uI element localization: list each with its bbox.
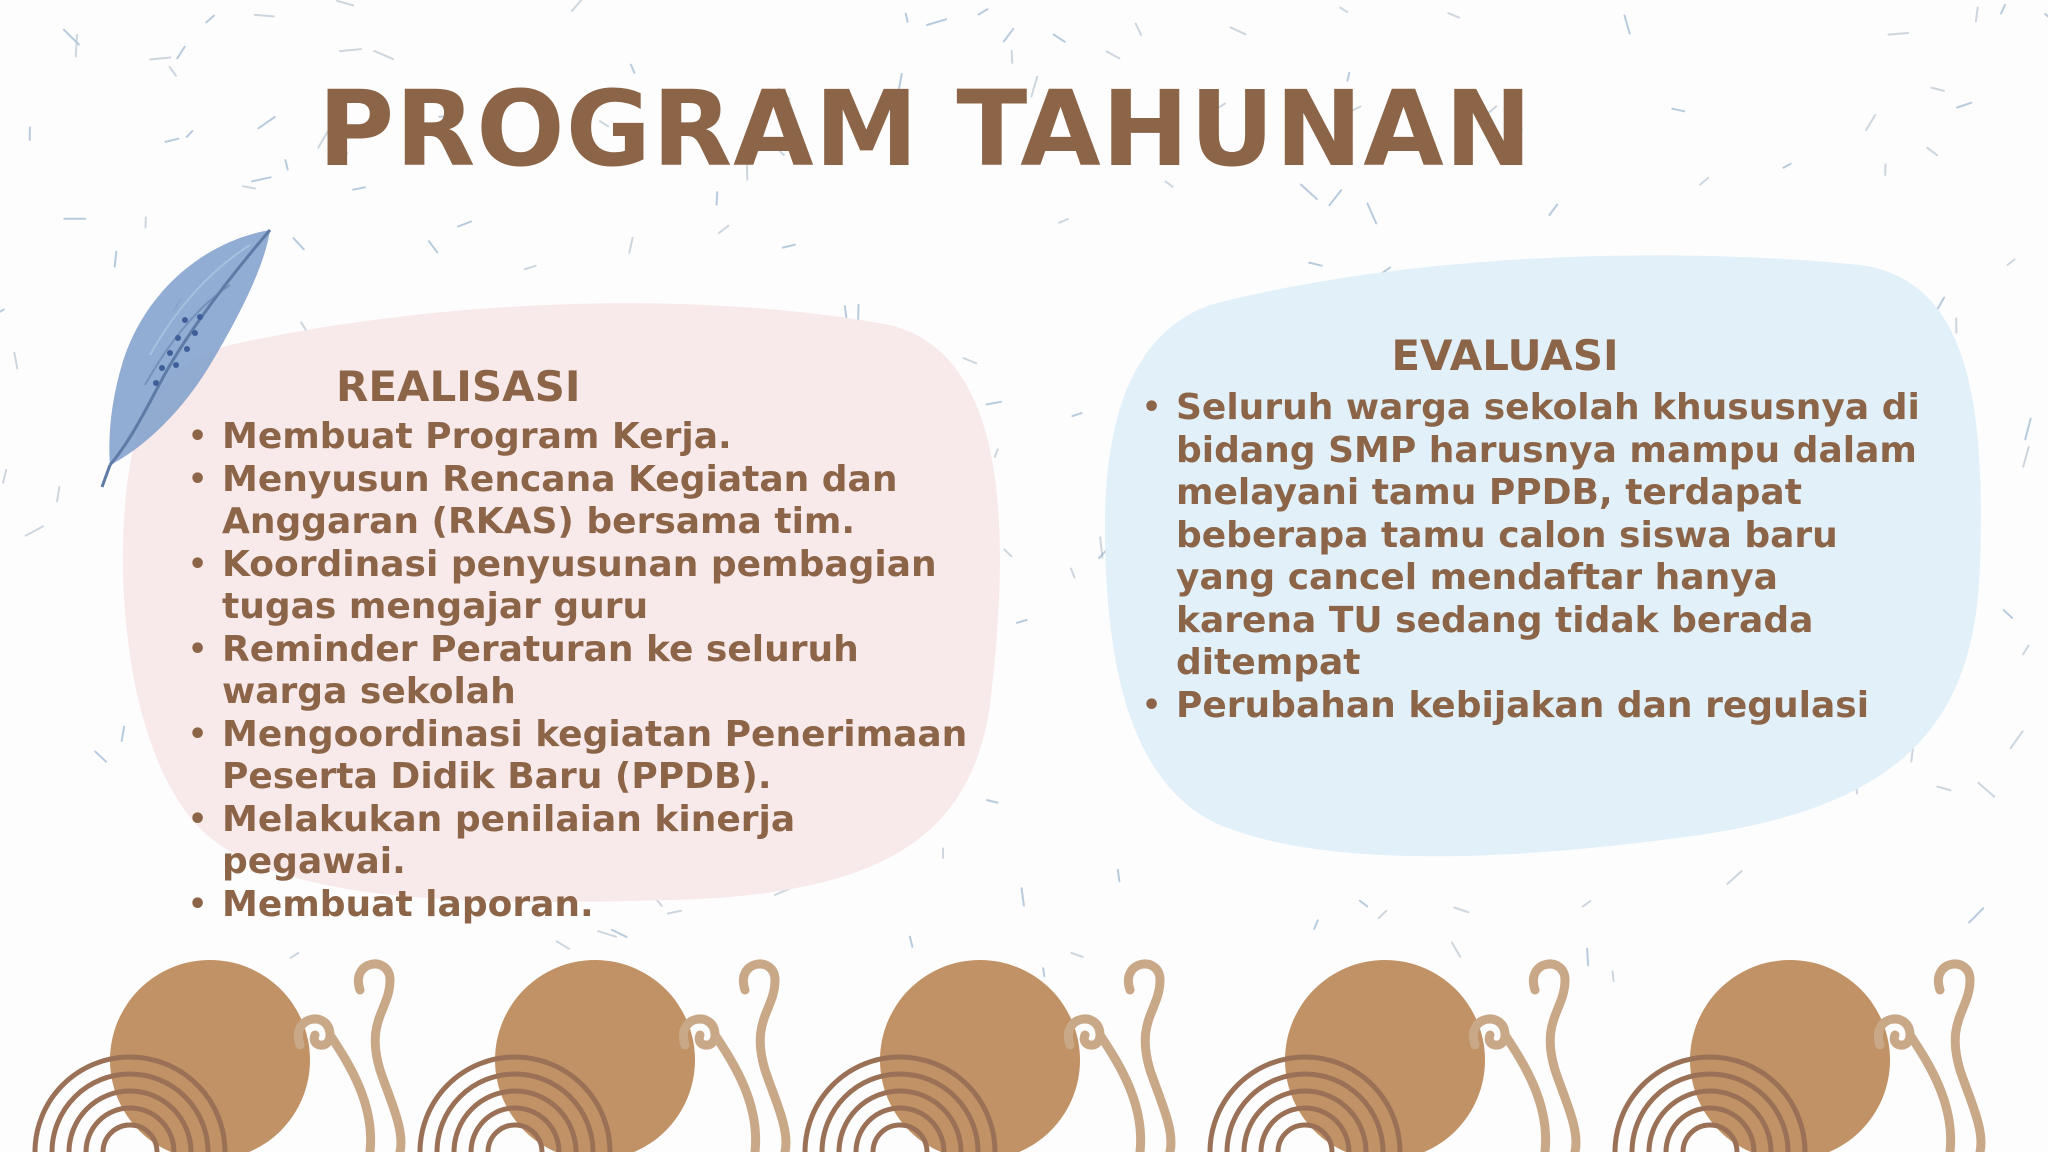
list-item: • Membuat Program Kerja. — [186, 416, 986, 459]
evaluasi-panel — [1140, 331, 1930, 727]
page-title: PROGRAM TAHUNAN — [318, 68, 1533, 190]
evaluasi-list — [1140, 387, 1930, 727]
border-motif — [1210, 960, 1576, 1152]
border-motif — [805, 960, 1171, 1152]
list-item: • Menyusun Rencana Kegiatan dan Anggaran (RKAS) bersama tim. — [186, 459, 986, 544]
border-motif — [1615, 960, 1981, 1152]
list-item: • Perubahan kebijakan dan regulasi — [1140, 685, 1930, 728]
realisasi-list — [186, 416, 986, 926]
realisasi-panel — [186, 362, 986, 926]
border-motif — [420, 960, 786, 1152]
border-motif — [35, 960, 401, 1152]
evaluasi-heading: EVALUASI — [1391, 331, 1619, 380]
sun-swirl-border — [0, 940, 2048, 1152]
list-item: • Seluruh warga sekolah khususnya di bidang SMP harusnya mampu dalam melayani tamu PPDB, terdapat beberapa tamu calon siswa baru yang cancel mendaftar hanya karena TU sedang tidak berada ditempat — [1140, 387, 1930, 685]
list-item: • Koordinasi penyusunan pembagian tugas mengajar guru — [186, 544, 986, 629]
list-item: • Mengoordinasi kegiatan Penerimaan Peserta Didik Baru (PPDB). — [186, 714, 986, 799]
list-item: • Membuat laporan. — [186, 884, 986, 927]
list-item: • Melakukan penilaian kinerja pegawai. — [186, 799, 986, 884]
list-item: • Reminder Peraturan ke seluruh warga sekolah — [186, 629, 986, 714]
realisasi-heading: REALISASI — [336, 362, 581, 411]
